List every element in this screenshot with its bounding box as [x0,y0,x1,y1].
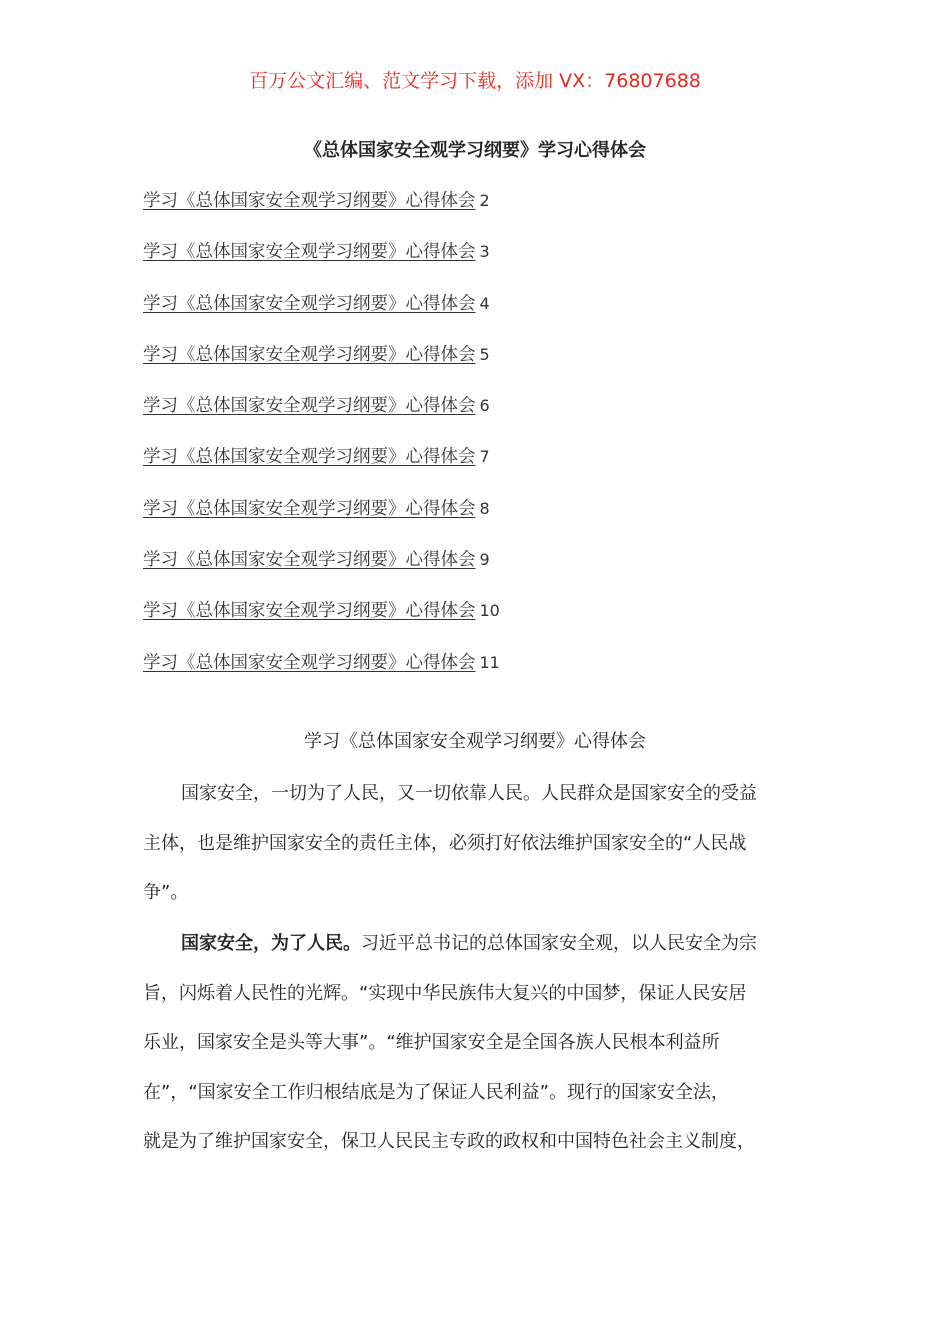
toc-item[interactable] [143,187,500,238]
toc-page-number: 6 [479,396,490,416]
toc-item[interactable] [143,392,500,443]
paragraph-line: 旨，闪烁着人民性的光辉。“实现中华民族伟大复兴的中国梦，保证人民安居 [143,982,747,1004]
toc-item[interactable] [143,495,500,546]
toc-item[interactable] [143,341,500,392]
section-title: 学习《总体国家安全观学习纲要》心得体会 [304,731,646,752]
toc-page-number: 5 [479,344,490,364]
toc-link[interactable]: 学习《总体国家安全观学习纲要》心得体会 [143,601,476,622]
toc-page-number: 10 [479,601,500,621]
paragraph-line: 国家安全，一切为了人民，又一切依靠人民。人民群众是国家安全的受益 [181,783,757,804]
paragraph-2 [143,919,803,1167]
table-of-contents [143,187,500,700]
toc-link[interactable]: 学习《总体国家安全观学习纲要》心得体会 [143,447,476,468]
document-title: 《总体国家安全观学习纲要》学习心得体会 [304,140,646,161]
toc-item[interactable] [143,290,500,341]
toc-item[interactable] [143,238,500,289]
toc-page-number: 4 [479,293,490,313]
toc-item[interactable] [143,443,500,494]
toc-item[interactable] [143,597,500,648]
toc-page-number: 3 [479,242,490,262]
toc-link[interactable]: 学习《总体国家安全观学习纲要》心得体会 [143,344,476,365]
paragraph-lead-rest: 习近平总书记的总体国家安全观，以人民安全为宗 [361,933,757,954]
paragraph-line: 乐业，国家安全是头等大事”。“维护国家安全是全国各族人民根本利益所 [143,1032,720,1053]
toc-link[interactable]: 学习《总体国家安全观学习纲要》心得体会 [143,293,476,314]
toc-item[interactable] [143,649,500,700]
paragraph-line: 争”。 [143,882,189,903]
toc-link[interactable]: 学习《总体国家安全观学习纲要》心得体会 [143,242,476,263]
paragraph-first-line [143,919,803,969]
toc-link[interactable]: 学习《总体国家安全观学习纲要》心得体会 [143,498,476,519]
paragraph-line: 就是为了维护国家安全，保卫人民民主专政的政权和中国特色社会主义制度， [143,1131,755,1152]
toc-page-number: 7 [479,447,490,467]
promo-banner: 百万公文汇编、范文学习下载，添加 VX：76807688 [249,70,701,92]
toc-link[interactable]: 学习《总体国家安全观学习纲要》心得体会 [143,191,476,211]
toc-page-number: 8 [479,498,490,518]
toc-page-number: 9 [479,550,490,570]
toc-page-number: 11 [479,652,500,672]
toc-link[interactable]: 学习《总体国家安全观学习纲要》心得体会 [143,550,476,571]
paragraph-lead: 国家安全，为了人民。 [181,933,361,954]
toc-item[interactable] [143,546,500,597]
toc-link[interactable]: 学习《总体国家安全观学习纲要》心得体会 [143,396,476,417]
paragraph-1 [143,769,803,918]
paragraph-line: 主体，也是维护国家安全的责任主体，必须打好依法维护国家安全的“人民战 [143,832,747,854]
paragraph-line: 在”，“国家安全工作归根结底是为了保证人民利益”。现行的国家安全法， [143,1081,729,1103]
toc-link[interactable]: 学习《总体国家安全观学习纲要》心得体会 [143,652,476,673]
toc-page-number: 2 [479,191,490,210]
